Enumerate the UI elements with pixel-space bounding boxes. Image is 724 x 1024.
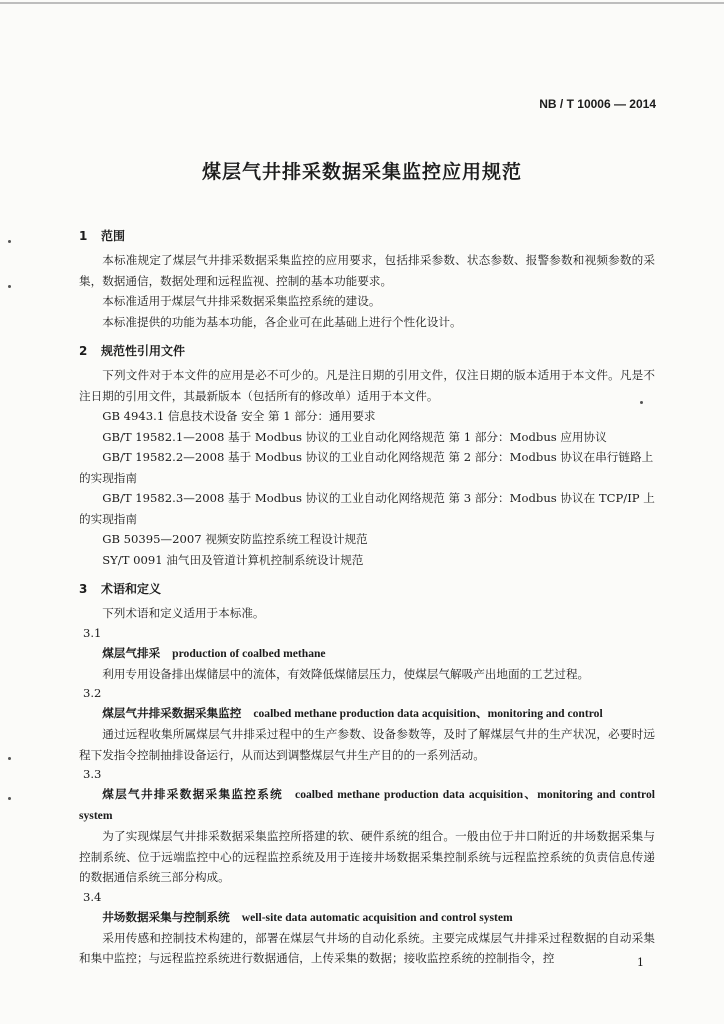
reference-item: SY/T 0091 油气田及管道计算机控制系统设计规范: [102, 552, 364, 567]
section-heading: [79, 226, 655, 246]
term-entry: [79, 765, 655, 888]
term-definition: 为了实现煤层气井排采数据采集监控所搭建的软、硬件系统的组合。一般由位于井口附近的井场数据采集与控制系统、位于远端监控中心的远程监控系统及用于连接井场数据采集控制系统与远程监控系统的负责信息传递的数据通信系统三部分构成。: [79, 829, 655, 884]
paragraph: 本标准适用于煤层气井排采数据采集监控系统的建设。: [102, 294, 381, 308]
section-terms-definitions: [79, 579, 655, 969]
term-name-zh: 煤层气井排采数据采集监控系统: [102, 787, 284, 801]
paragraph: 本标准规定了煤层气井排采数据采集监控的应用要求，包括排采参数、状态参数、报警参数和视频参数的采集，数据通信，数据处理和远程监视、控制的基本功能要求。: [79, 253, 655, 288]
scan-artifact-dot: [8, 757, 11, 760]
term-name: [79, 907, 655, 928]
paragraph: 下列文件对于本文件的应用是必不可少的。凡是注日期的引用文件，仅注日期的版本适用于本文件。凡是不注日期的引用文件，其最新版本（包括所有的修改单）适用于本文件。: [79, 368, 655, 403]
section-title: 范围: [101, 229, 126, 243]
term-name: [79, 784, 655, 826]
document-body: [79, 226, 655, 969]
term-name-en: well-site data automatic acquisition and control system: [241, 910, 513, 924]
paragraph: 本标准提供的功能为基本功能，各企业可在此基础上进行个性化设计。: [102, 314, 462, 329]
reference-item: GB/T 19582.2—2008 基于 Modbus 协议的工业自动化网络规范 第 2 部分：Modbus 协议在串行链路上的实现指南: [79, 450, 654, 485]
term-number: 3.3: [83, 767, 102, 781]
section-number: 1: [79, 229, 88, 243]
term-name: [79, 643, 655, 664]
document-title: 煤层气井排采数据采集监控应用规范: [201, 161, 522, 183]
reference-item: GB/T 19582.3—2008 基于 Modbus 协议的工业自动化网络规范 第 3 部分：Modbus 协议在 TCP/IP 上的实现指南: [79, 491, 655, 526]
term-name-zh: 煤层气排采: [102, 645, 161, 660]
term-definition: 通过远程收集所属煤层气井排采过程中的生产参数、设备参数等，及时了解煤层气井的生产状况，必要时远程下发指令控制抽排设备运行，从而达到调整煤层气井生产目的的一系列活动。: [79, 727, 655, 762]
reference-item: GB/T 19582.1—2008 基于 Modbus 协议的工业自动化网络规范 第 1 部分：Modbus 应用协议: [102, 429, 607, 444]
scan-artifact-dot: [8, 285, 11, 288]
section-scope: [79, 226, 655, 332]
scan-edge-line: [0, 2, 724, 4]
term-name-en: production of coalbed methane: [172, 646, 326, 660]
term-name: [79, 703, 655, 724]
page-number: 1: [637, 956, 644, 969]
section-number: 3: [79, 582, 88, 596]
scan-artifact-dot: [8, 240, 11, 243]
reference-item: GB 50395—2007 视频安防监控系统工程设计规范: [102, 532, 368, 546]
term-name-zh: 煤层气井排采数据采集监控: [102, 706, 242, 720]
term-name-zh: 井场数据采集与控制系统: [102, 909, 230, 924]
section-number: 2: [79, 344, 88, 358]
section-heading: [79, 579, 655, 599]
term-name-en: coalbed methane production data acquisition、monitoring and control: [253, 707, 603, 720]
term-entry: [79, 624, 655, 685]
term-number: 3.1: [83, 625, 102, 640]
term-definition: 利用专用设备排出煤储层中的流体，有效降低煤储层压力，使煤层气解吸产出地面的工艺过程。: [102, 666, 590, 681]
section-heading: [79, 341, 655, 361]
scan-artifact-dot: [8, 797, 11, 800]
term-entry: [79, 684, 655, 765]
standard-code: NB / T 10006 — 2014: [539, 97, 656, 111]
term-definition: 采用传感和控制技术构建的，部署在煤层气井场的自动化系统。主要完成煤层气井排采过程数据的自动采集和集中监控；与远程监控系统进行数据通信，上传采集的数据；接收监控系统的控制指令，控: [79, 930, 655, 965]
paragraph: 下列术语和定义适用于本标准。: [102, 606, 265, 620]
reference-item: GB 4943.1 信息技术设备 安全 第 1 部分：通用要求: [102, 409, 376, 423]
section-title: 规范性引用文件: [101, 344, 186, 358]
term-name-en: coalbed methane production data acquisition、monitoring and control system: [79, 788, 655, 822]
section-title: 术语和定义: [101, 582, 162, 596]
section-normative-references: [79, 341, 655, 570]
term-entry: [79, 888, 655, 969]
term-number: 3.4: [83, 889, 102, 904]
term-number: 3.2: [83, 686, 102, 700]
